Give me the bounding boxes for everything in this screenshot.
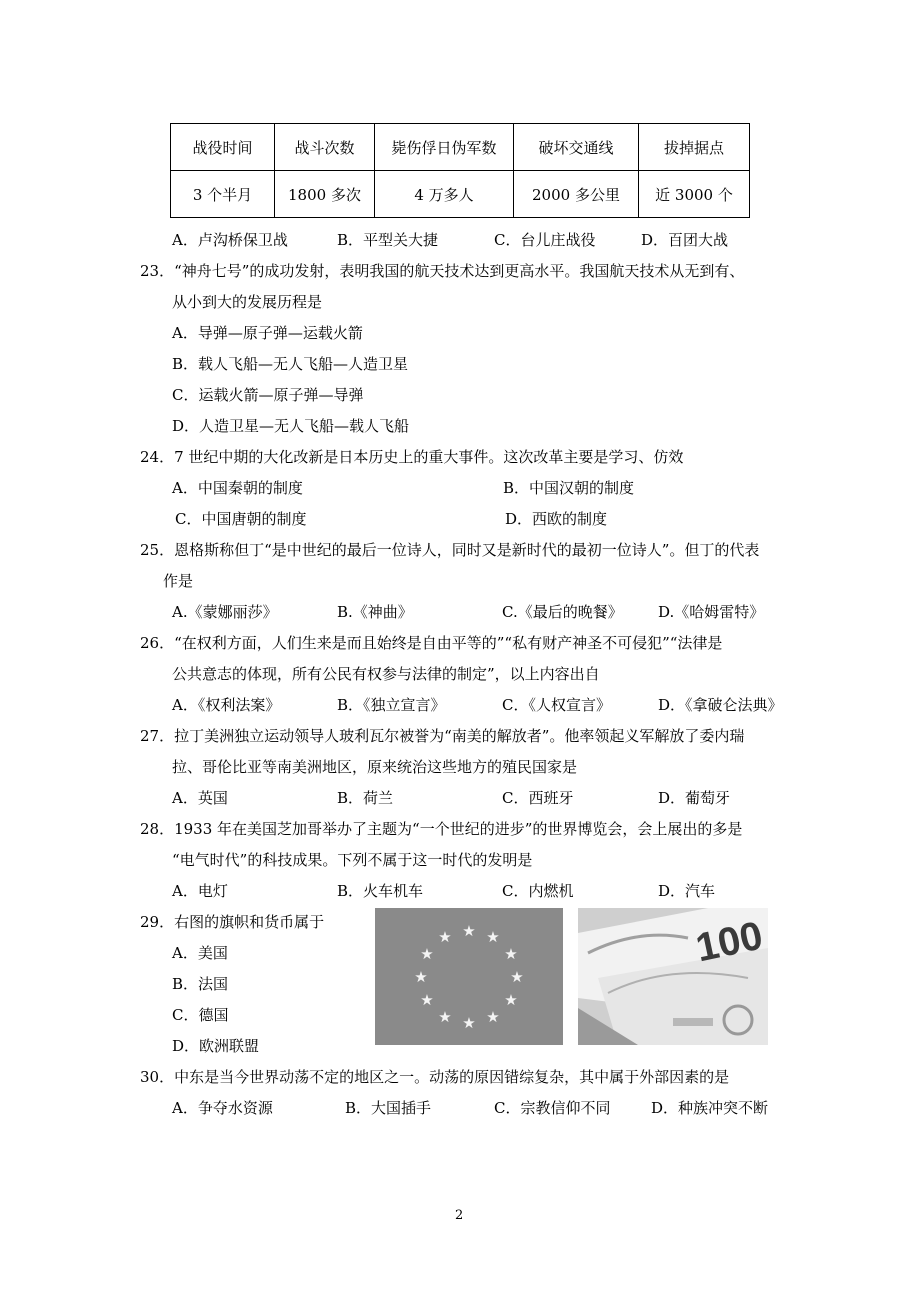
q23-stem-line-2: 从小到大的发展历程是 [172,293,323,311]
star-icon: ★ [486,1008,500,1026]
star-icon: ★ [420,991,434,1009]
q26-stem-line-2: 公共意志的体现，所有公民有权参与法律的制定”，以上内容出自 [172,665,600,683]
star-icon: ★ [504,991,518,1009]
q26-stem-line-1: 26．“在权利方面，人们生来是而且始终是自由平等的”“私有财产神圣不可侵犯”“法律是 [140,634,723,652]
q26-option-a: A．《权利法案》 [172,696,281,714]
q30-option-a: A．争夺水资源 [172,1099,273,1117]
q27-option-d: D．葡萄牙 [658,789,731,807]
table-header-cell: 战斗次数 [275,124,375,171]
q23-option-b: B．载人飞船—无人飞船—人造卫星 [172,355,409,373]
q23-option-d: D．人造卫星—无人飞船—载人飞船 [172,417,410,435]
q22-option-d: D．百团大战 [641,231,729,249]
q27-option-b: B．荷兰 [337,789,394,807]
q28-stem-line-1: 28．1933 年在美国芝加哥举办了主题为“一个世纪的进步”的世界博览会，会上展出的多是 [140,820,743,838]
star-icon: ★ [486,928,500,946]
q24-option-d: D．西欧的制度 [505,510,608,528]
table-cell: 近 3000 个 [639,171,750,218]
table-header-cell: 战役时间 [171,124,275,171]
q24-option-c: C．中国唐朝的制度 [175,510,307,528]
star-icon: ★ [438,1008,452,1026]
q28-option-a: A．电灯 [172,882,228,900]
q26-option-d: D．《拿破仑法典》 [658,696,783,714]
table-header-cell: 破坏交通线 [514,124,639,171]
q23-option-c: C．运载火箭—原子弹—导弹 [172,386,364,404]
battle-statistics-table [170,123,750,218]
q25-stem-line-2: 作是 [163,572,194,590]
table-header-row [171,124,750,171]
q24-option-b: B．中国汉朝的制度 [503,479,635,497]
q27-stem-line-2: 拉、哥伦比亚等南美洲地区，原来统治这些地方的殖民国家是 [172,758,578,776]
q30-stem-line-1: 30．中东是当今世界动荡不定的地区之一。动荡的原因错综复杂，其中属于外部因素的是 [140,1068,730,1086]
banknote-value: 100 [692,913,767,971]
q24-stem-line-1: 24．7 世纪中期的大化改新是日本历史上的重大事件。这次改革主要是学习、仿效 [140,448,684,466]
q27-option-c: C．西班牙 [502,789,574,807]
q30-option-d: D．种族冲突不断 [651,1099,769,1117]
q25-option-d: D.《哈姆雷特》 [658,603,765,621]
q22-option-b: B．平型关大捷 [337,231,439,249]
q22-option-c: C．台儿庄战役 [494,231,596,249]
star-icon: ★ [510,968,524,986]
table-cell: 2000 多公里 [514,171,639,218]
q30-option-b: B．大国插手 [345,1099,432,1117]
star-icon: ★ [414,968,428,986]
star-icon: ★ [438,928,452,946]
q28-option-d: D．汽车 [658,882,716,900]
q22-option-a: A．卢沟桥保卫战 [172,231,288,249]
q28-option-c: C．内燃机 [502,882,574,900]
q26-option-b: B．《独立宣言》 [337,696,446,714]
q29-option-c: C．德国 [172,1006,229,1024]
star-icon: ★ [504,945,518,963]
table-row [171,171,750,218]
q26-option-c: C．《人权宣言》 [502,696,611,714]
page-number: 2 [455,1208,464,1223]
q23-option-a: A．导弹—原子弹—运载火箭 [172,324,363,342]
q25-stem-line-1: 25．恩格斯称但丁“是中世纪的最后一位诗人，同时又是新时代的最初一位诗人”。但丁的代表 [140,541,760,559]
q28-stem-line-2: “电气时代”的科技成果。下列不属于这一时代的发明是 [172,851,533,869]
star-icon: ★ [462,922,476,940]
q29-stem-line-1: 29．右图的旗帜和货币属于 [140,913,325,931]
q25-option-b: B.《神曲》 [337,603,413,621]
q24-option-a: A．中国秦朝的制度 [172,479,303,497]
q30-option-c: C．宗教信仰不同 [494,1099,611,1117]
q29-option-b: B．法国 [172,975,229,993]
q29-option-d: D．欧洲联盟 [172,1037,260,1055]
q25-option-c: C.《最后的晚餐》 [502,603,623,621]
q28-option-b: B．火车机车 [337,882,424,900]
q27-option-a: A．英国 [172,789,228,807]
eu-flag-image [375,908,563,1045]
table-cell: 4 万多人 [375,171,514,218]
table-header-cell: 拔掉据点 [639,124,750,171]
star-icon: ★ [462,1014,476,1032]
euro-banknote-image [578,908,768,1045]
table-header-cell: 毙伤俘日伪军数 [375,124,514,171]
table-cell: 3 个半月 [171,171,275,218]
q29-option-a: A．美国 [172,944,228,962]
table-cell: 1800 多次 [275,171,375,218]
q27-stem-line-1: 27．拉丁美洲独立运动领导人玻利瓦尔被誉为“南美的解放者”。他率领起义军解放了委内瑞 [140,727,745,745]
star-icon: ★ [420,945,434,963]
q25-option-a: A.《蒙娜丽莎》 [172,603,278,621]
q23-stem-line-1: 23．“神舟七号”的成功发射，表明我国的航天技术达到更高水平。我国航天技术从无到有、 [140,262,745,280]
